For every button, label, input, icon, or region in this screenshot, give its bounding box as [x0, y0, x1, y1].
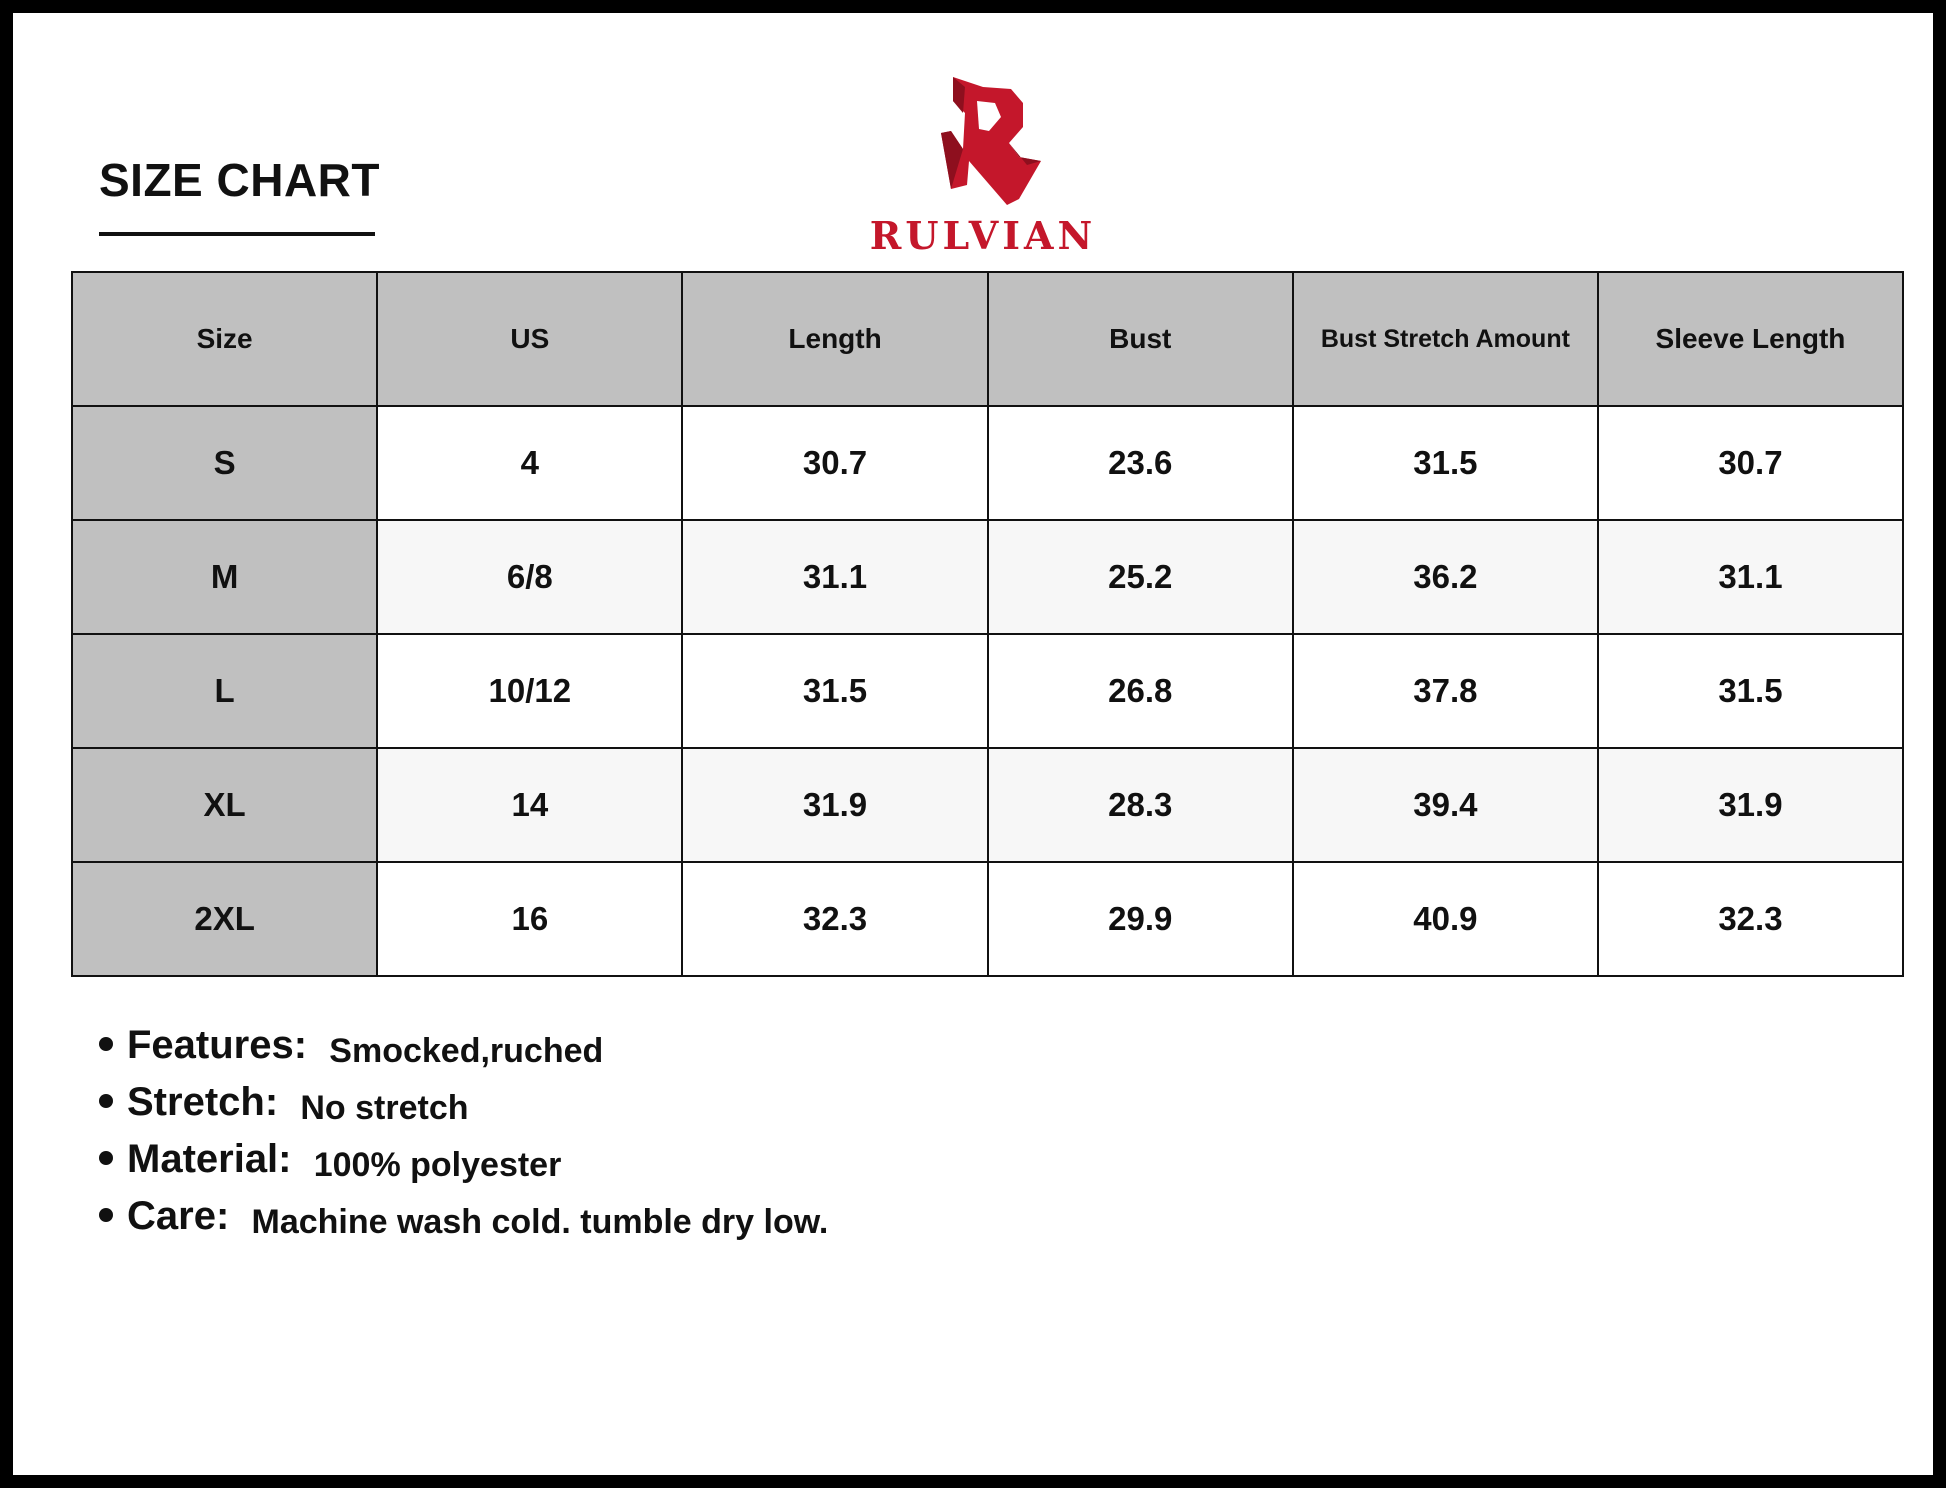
table-row	[72, 634, 1903, 748]
column-header: Length	[682, 272, 987, 406]
table-cell: 32.3	[682, 862, 987, 976]
column-header: Bust Stretch Amount	[1293, 272, 1598, 406]
table-cell: 16	[377, 862, 682, 976]
feature-label: Care: Machine wash cold. tumble dry low.	[127, 1194, 829, 1241]
size-table	[71, 271, 1904, 977]
column-header: Bust	[988, 272, 1293, 406]
feature-value: Smocked,ruched	[329, 1032, 604, 1070]
feature-value: No stretch	[300, 1089, 469, 1127]
column-header: Size	[72, 272, 377, 406]
feature-label: Material: 100% polyester	[127, 1137, 562, 1184]
table-cell: 30.7	[682, 406, 987, 520]
table-cell: 4	[377, 406, 682, 520]
table-cell: 26.8	[988, 634, 1293, 748]
table-cell: 31.9	[682, 748, 987, 862]
table-row	[72, 748, 1903, 862]
table-cell: 29.9	[988, 862, 1293, 976]
size-cell: L	[72, 634, 377, 748]
brand-logo	[853, 73, 1113, 258]
size-cell: M	[72, 520, 377, 634]
column-header: Sleeve Length	[1598, 272, 1903, 406]
brand-r-icon	[923, 73, 1043, 209]
table-cell: 30.7	[1598, 406, 1903, 520]
title-underline	[99, 232, 375, 236]
bullet-icon	[99, 1094, 113, 1108]
column-header: US	[377, 272, 682, 406]
table-header-row	[72, 272, 1903, 406]
table-cell: 31.5	[1293, 406, 1598, 520]
brand-name: RULVIAN	[869, 213, 1097, 258]
table-cell: 31.5	[1598, 634, 1903, 748]
table-row	[72, 520, 1903, 634]
bullet-icon	[99, 1037, 113, 1051]
table-row	[72, 862, 1903, 976]
table-cell: 10/12	[377, 634, 682, 748]
table-cell: 36.2	[1293, 520, 1598, 634]
feature-value: Machine wash cold. tumble dry low.	[251, 1203, 829, 1241]
table-cell: 39.4	[1293, 748, 1598, 862]
size-cell: S	[72, 406, 377, 520]
table-cell: 31.5	[682, 634, 987, 748]
table-cell: 32.3	[1598, 862, 1903, 976]
feature-label: Features: Smocked,ruched	[127, 1023, 604, 1070]
table-cell: 28.3	[988, 748, 1293, 862]
feature-label: Stretch: No stretch	[127, 1080, 469, 1127]
size-cell: 2XL	[72, 862, 377, 976]
bullet-icon	[99, 1151, 113, 1165]
table-cell: 25.2	[988, 520, 1293, 634]
table-cell: 31.1	[1598, 520, 1903, 634]
bullet-icon	[99, 1208, 113, 1222]
table-row	[72, 406, 1903, 520]
table-cell: 37.8	[1293, 634, 1598, 748]
table-cell: 14	[377, 748, 682, 862]
table-cell: 31.1	[682, 520, 987, 634]
table-cell: 40.9	[1293, 862, 1598, 976]
feature-value: 100% polyester	[313, 1146, 562, 1184]
table-cell: 6/8	[377, 520, 682, 634]
size-cell: XL	[72, 748, 377, 862]
table-cell: 23.6	[988, 406, 1293, 520]
table-cell: 31.9	[1598, 748, 1903, 862]
page-title: SIZE CHART	[99, 154, 380, 206]
